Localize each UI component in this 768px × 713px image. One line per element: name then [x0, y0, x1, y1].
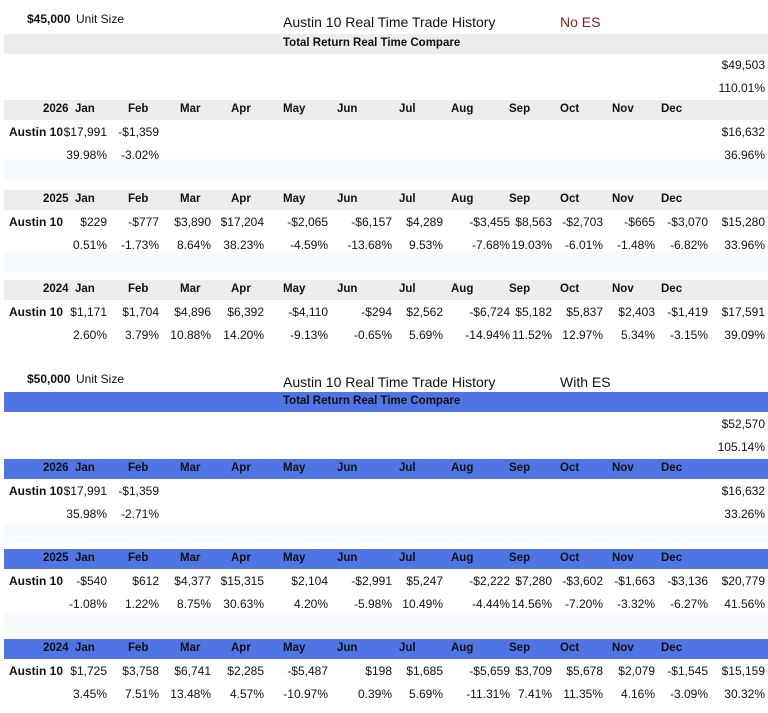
- month-value: $2,562: [406, 305, 443, 319]
- month-value: $2,285: [227, 664, 264, 678]
- banner-title: Total Return Real Time Compare: [283, 395, 461, 407]
- year-header-row: [4, 280, 768, 300]
- month-value: -$1,359: [118, 484, 159, 498]
- month-header: Feb: [128, 283, 149, 295]
- month-header: Dec: [661, 193, 683, 205]
- month-percent: 30.63%: [223, 597, 264, 611]
- year-header-row: [4, 190, 768, 210]
- month-value: $2,079: [618, 664, 655, 678]
- month-header: Oct: [560, 103, 580, 115]
- month-value: $5,247: [406, 574, 443, 588]
- month-value: $4,377: [174, 574, 211, 588]
- month-value: -$1,545: [667, 664, 708, 678]
- month-value: $2,104: [291, 574, 328, 588]
- month-value: $6,392: [227, 305, 264, 319]
- month-value: -$2,991: [351, 574, 392, 588]
- month-header: Nov: [612, 642, 634, 654]
- month-header: Jan: [75, 283, 95, 295]
- month-percent: 0.39%: [357, 687, 392, 701]
- month-percent: 1.22%: [124, 597, 159, 611]
- month-header: Sep: [509, 283, 531, 295]
- month-percent: 12.97%: [562, 328, 603, 342]
- month-header: Sep: [509, 642, 531, 654]
- year-total-value: $17,591: [721, 305, 765, 319]
- month-header: Sep: [509, 552, 531, 564]
- month-percent: -7.68%: [471, 238, 510, 252]
- month-percent: -3.09%: [669, 687, 708, 701]
- month-header: Aug: [451, 103, 474, 115]
- month-header: Oct: [560, 642, 580, 654]
- month-header: Nov: [612, 462, 634, 474]
- month-percent: 35.98%: [66, 507, 107, 521]
- grand-total-percent: 110.01%: [718, 81, 765, 95]
- row-label: Austin 10: [9, 305, 64, 319]
- year-label: 2024: [43, 283, 69, 295]
- month-header: Jan: [75, 193, 95, 205]
- month-header: Sep: [509, 193, 531, 205]
- year-total-percent: 36.96%: [724, 148, 765, 162]
- month-header: Oct: [560, 193, 580, 205]
- month-percent: 7.41%: [517, 687, 552, 701]
- month-header: Jul: [399, 283, 416, 295]
- month-header: Jan: [75, 103, 95, 115]
- month-value: $2,403: [618, 305, 655, 319]
- month-percent: 5.69%: [408, 687, 443, 701]
- month-percent: 4.16%: [620, 687, 655, 701]
- month-percent: 8.75%: [176, 597, 211, 611]
- month-percent: 19.03%: [511, 238, 552, 252]
- month-percent: 5.69%: [408, 328, 443, 342]
- month-value: $17,991: [63, 484, 107, 498]
- month-header: Dec: [661, 462, 683, 474]
- month-percent: -7.20%: [564, 597, 603, 611]
- month-header: Aug: [451, 552, 474, 564]
- month-percent: -14.94%: [465, 328, 510, 342]
- month-header: Jul: [399, 103, 416, 115]
- month-value: -$4,110: [288, 305, 328, 319]
- year-total-value: $16,632: [721, 484, 765, 498]
- month-header: Feb: [128, 103, 149, 115]
- year-total-percent: 30.32%: [724, 687, 765, 701]
- section-title: Austin 10 Real Time Trade History: [283, 14, 496, 30]
- month-header: Dec: [661, 283, 683, 295]
- month-header: May: [283, 283, 306, 295]
- month-value: -$5,659: [469, 664, 510, 678]
- month-header: Jun: [337, 283, 358, 295]
- year-total-percent: 41.56%: [724, 597, 765, 611]
- year-header-row: [4, 549, 768, 569]
- month-percent: 10.49%: [402, 597, 443, 611]
- month-value: $1,171: [70, 305, 107, 319]
- month-percent: 8.64%: [176, 238, 211, 252]
- month-percent: -6.82%: [669, 238, 708, 252]
- unit-size-label: Unit Size: [76, 372, 125, 386]
- month-percent: -6.01%: [564, 238, 603, 252]
- month-value: -$3,455: [469, 215, 510, 229]
- month-header: May: [283, 462, 306, 474]
- year-total-value: $20,779: [721, 574, 765, 588]
- month-percent: -3.32%: [616, 597, 655, 611]
- month-header: Apr: [231, 193, 251, 205]
- month-header: Dec: [661, 552, 683, 564]
- month-header: Oct: [560, 552, 580, 564]
- month-percent: 10.88%: [170, 328, 211, 342]
- month-value: $612: [132, 574, 159, 588]
- row-label: Austin 10: [9, 664, 64, 678]
- month-header: Aug: [451, 283, 474, 295]
- year-total-percent: 33.26%: [724, 507, 765, 521]
- month-value: $3,890: [174, 215, 211, 229]
- month-percent: 14.20%: [223, 328, 264, 342]
- spacer-strip: [4, 251, 768, 273]
- month-value: -$1,419: [667, 305, 708, 319]
- month-percent: -13.68%: [347, 238, 392, 252]
- month-value: $198: [365, 664, 392, 678]
- month-value: $1,725: [70, 664, 107, 678]
- month-percent: 7.51%: [124, 687, 159, 701]
- unit-size-value: $45,000: [27, 12, 71, 26]
- total-return-banner: [4, 392, 768, 412]
- month-value: -$294: [361, 305, 392, 319]
- month-header: Jan: [75, 462, 95, 474]
- month-header: Feb: [128, 462, 149, 474]
- month-value: -$3,602: [562, 574, 603, 588]
- grand-total-value: $49,503: [721, 58, 765, 72]
- month-header: Apr: [231, 462, 251, 474]
- month-header: Jun: [337, 103, 358, 115]
- month-header: Aug: [451, 462, 474, 474]
- month-percent: -3.15%: [669, 328, 708, 342]
- year-total-value: $15,280: [721, 215, 765, 229]
- month-header: Feb: [128, 193, 149, 205]
- row-label: Austin 10: [9, 484, 64, 498]
- month-percent: -5.98%: [353, 597, 392, 611]
- month-percent: -2.71%: [120, 507, 159, 521]
- year-header-row: [4, 639, 768, 659]
- month-percent: 4.20%: [293, 597, 328, 611]
- month-percent: -1.08%: [68, 597, 107, 611]
- month-percent: 4.57%: [229, 687, 264, 701]
- year-label: 2025: [43, 193, 69, 205]
- total-return-banner: [4, 34, 768, 54]
- month-value: $3,758: [122, 664, 159, 678]
- month-percent: -11.31%: [466, 687, 510, 701]
- month-percent: -6.27%: [669, 597, 708, 611]
- month-value: $229: [80, 215, 107, 229]
- year-total-percent: 33.96%: [724, 238, 765, 252]
- month-percent: -3.02%: [120, 148, 159, 162]
- row-label: Austin 10: [9, 574, 64, 588]
- month-header: May: [283, 552, 306, 564]
- month-header: Dec: [661, 642, 683, 654]
- year-label: 2026: [43, 462, 69, 474]
- month-header: Mar: [180, 193, 201, 205]
- month-header: Aug: [451, 642, 474, 654]
- month-header: Nov: [612, 103, 634, 115]
- month-header: Mar: [180, 283, 201, 295]
- month-percent: 11.52%: [512, 328, 552, 342]
- month-header: Nov: [612, 552, 634, 564]
- section-title: Austin 10 Real Time Trade History: [283, 374, 496, 390]
- month-header: May: [283, 642, 306, 654]
- month-percent: 0.51%: [72, 238, 107, 252]
- month-header: Jan: [75, 642, 95, 654]
- year-label: 2026: [43, 103, 69, 115]
- month-percent: -1.73%: [120, 238, 159, 252]
- month-value: $17,991: [63, 125, 107, 139]
- month-header: Apr: [231, 552, 251, 564]
- month-value: $1,704: [122, 305, 159, 319]
- month-header: Dec: [661, 103, 683, 115]
- month-value: -$540: [76, 574, 107, 588]
- section-tag: With ES: [560, 374, 611, 390]
- year-label: 2024: [43, 642, 69, 654]
- month-value: -$777: [128, 215, 159, 229]
- month-header: Mar: [180, 462, 201, 474]
- month-value: -$3,136: [667, 574, 708, 588]
- banner-title: Total Return Real Time Compare: [283, 37, 461, 49]
- month-percent: 13.48%: [170, 687, 211, 701]
- month-value: -$6,157: [351, 215, 392, 229]
- month-percent: 2.60%: [72, 328, 107, 342]
- month-header: Jun: [337, 642, 358, 654]
- month-header: May: [283, 103, 306, 115]
- month-percent: 3.79%: [124, 328, 159, 342]
- month-header: Aug: [451, 193, 474, 205]
- month-percent: 9.53%: [408, 238, 443, 252]
- month-header: Jan: [75, 552, 95, 564]
- month-percent: 39.98%: [66, 148, 107, 162]
- month-header: Mar: [180, 103, 201, 115]
- month-value: $5,678: [566, 664, 603, 678]
- month-header: Apr: [231, 103, 251, 115]
- month-percent: -4.44%: [471, 597, 510, 611]
- month-header: Mar: [180, 552, 201, 564]
- month-value: $15,315: [220, 574, 264, 588]
- unit-size-value: $50,000: [27, 372, 71, 386]
- month-value: -$1,359: [118, 125, 159, 139]
- month-value: -$665: [624, 215, 655, 229]
- month-value: -$2,065: [287, 215, 328, 229]
- month-header: Nov: [612, 283, 634, 295]
- month-value: -$5,487: [287, 664, 328, 678]
- month-value: -$1,663: [614, 574, 655, 588]
- month-header: Nov: [612, 193, 634, 205]
- month-header: Jul: [399, 642, 416, 654]
- month-percent: -4.59%: [289, 238, 328, 252]
- section-tag: No ES: [560, 14, 601, 30]
- month-header: Sep: [509, 103, 531, 115]
- month-header: Jun: [337, 462, 358, 474]
- year-header-row: [4, 459, 768, 479]
- month-percent: 38.23%: [223, 238, 264, 252]
- month-percent: 3.45%: [72, 687, 107, 701]
- month-header: Apr: [231, 642, 251, 654]
- month-value: $8,563: [515, 215, 552, 229]
- month-value: $5,182: [515, 305, 552, 319]
- month-value: -$2,222: [469, 574, 510, 588]
- month-header: Jul: [399, 462, 416, 474]
- month-percent: 5.34%: [620, 328, 655, 342]
- month-header: Feb: [128, 552, 149, 564]
- spacer-strip: [4, 523, 768, 543]
- month-header: Feb: [128, 642, 149, 654]
- month-header: Apr: [231, 283, 251, 295]
- month-header: Jun: [337, 193, 358, 205]
- month-value: $7,280: [515, 574, 552, 588]
- month-value: $6,741: [174, 664, 211, 678]
- month-value: $5,837: [566, 305, 603, 319]
- month-header: Oct: [560, 283, 580, 295]
- month-value: -$2,703: [562, 215, 603, 229]
- year-header-row: [4, 100, 768, 120]
- month-header: Oct: [560, 462, 580, 474]
- month-value: $4,289: [406, 215, 443, 229]
- row-label: Austin 10: [9, 125, 64, 139]
- unit-size-label: Unit Size: [76, 12, 125, 26]
- month-percent: -1.48%: [616, 238, 655, 252]
- year-total-value: $15,159: [721, 664, 765, 678]
- year-total-value: $16,632: [721, 125, 765, 139]
- month-percent: 14.56%: [511, 597, 552, 611]
- month-percent: 11.35%: [563, 687, 603, 701]
- month-header: Jul: [399, 193, 416, 205]
- month-header: Sep: [509, 462, 531, 474]
- month-percent: -0.65%: [353, 328, 392, 342]
- month-value: $1,685: [406, 664, 443, 678]
- month-value: $4,896: [174, 305, 211, 319]
- month-value: -$6,724: [469, 305, 510, 319]
- grand-total-value: $52,570: [721, 417, 765, 431]
- month-header: Jun: [337, 552, 358, 564]
- month-value: $3,709: [515, 664, 552, 678]
- spacer-strip: [4, 612, 768, 634]
- month-value: $17,204: [220, 215, 264, 229]
- month-value: -$3,070: [667, 215, 708, 229]
- grand-total-percent: 105.14%: [717, 440, 765, 454]
- month-header: May: [283, 193, 306, 205]
- month-header: Mar: [180, 642, 201, 654]
- month-percent: -9.13%: [289, 328, 328, 342]
- month-header: Jul: [399, 552, 416, 564]
- year-label: 2025: [43, 552, 69, 564]
- year-total-percent: 39.09%: [724, 328, 765, 342]
- row-label: Austin 10: [9, 215, 64, 229]
- month-percent: -10.97%: [283, 687, 328, 701]
- spacer-strip: [4, 159, 768, 181]
